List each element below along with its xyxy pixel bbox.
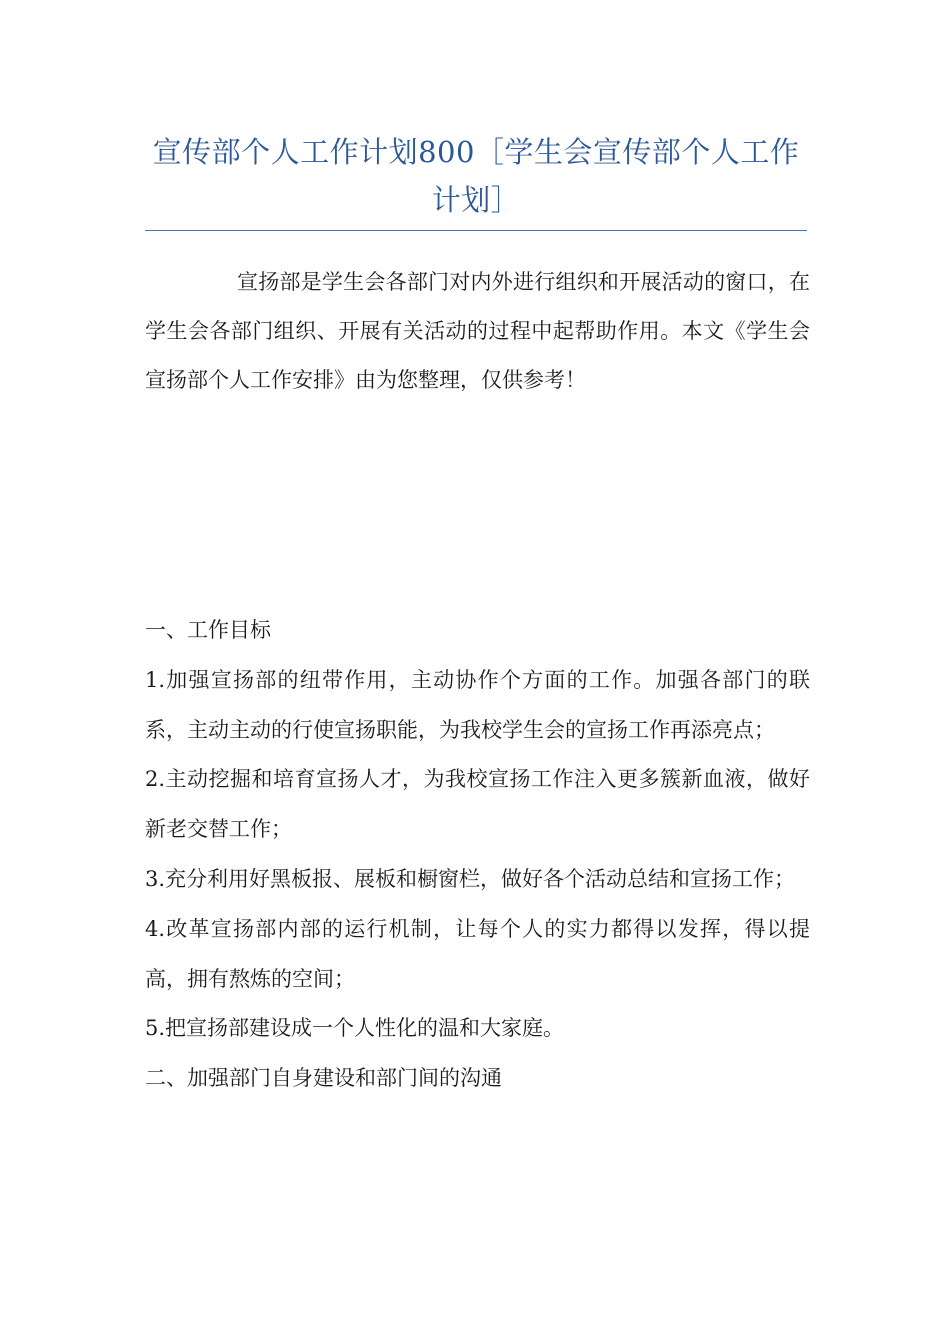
document-title: 宣传部个人工作计划800［学生会宣传部个人工作计划］ (152, 135, 800, 217)
title-underline (145, 230, 807, 231)
list-item: 1.加强宣扬部的纽带作用，主动协作个方面的工作。加强各部门的联系，主动主动的行使宣扬职能，为我校学生会的宣扬工作再添亮点； (145, 667, 810, 742)
document-body (145, 606, 810, 1104)
list-item: 2.主动挖掘和培育宣扬人才，为我校宣扬工作注入更多簇新血液，做好新老交替工作； (145, 767, 810, 842)
section-heading-goals: 一、工作目标 (145, 618, 271, 642)
intro-paragraph: 宣扬部是学生会各部门对内外进行组织和开展活动的窗口，在学生会各部门组织、开展有关活动的过程中起帮助作用。本文《学生会宣扬部个人工作安排》由为您整理，仅供参考！ (145, 270, 810, 392)
section-heading-communication: 二、加强部门自身建设和部门间的沟通 (145, 1066, 502, 1091)
list-item: 4.改革宣扬部内部的运行机制，让每个人的实力都得以发挥，得以提高，拥有熬炼的空间； (145, 916, 810, 991)
list-item: 5.把宣扬部建设成一个人性化的温和大家庭。 (145, 1016, 565, 1041)
list-item: 3.充分利用好黑板报、展板和橱窗栏，做好各个活动总结和宣扬工作； (145, 866, 796, 891)
